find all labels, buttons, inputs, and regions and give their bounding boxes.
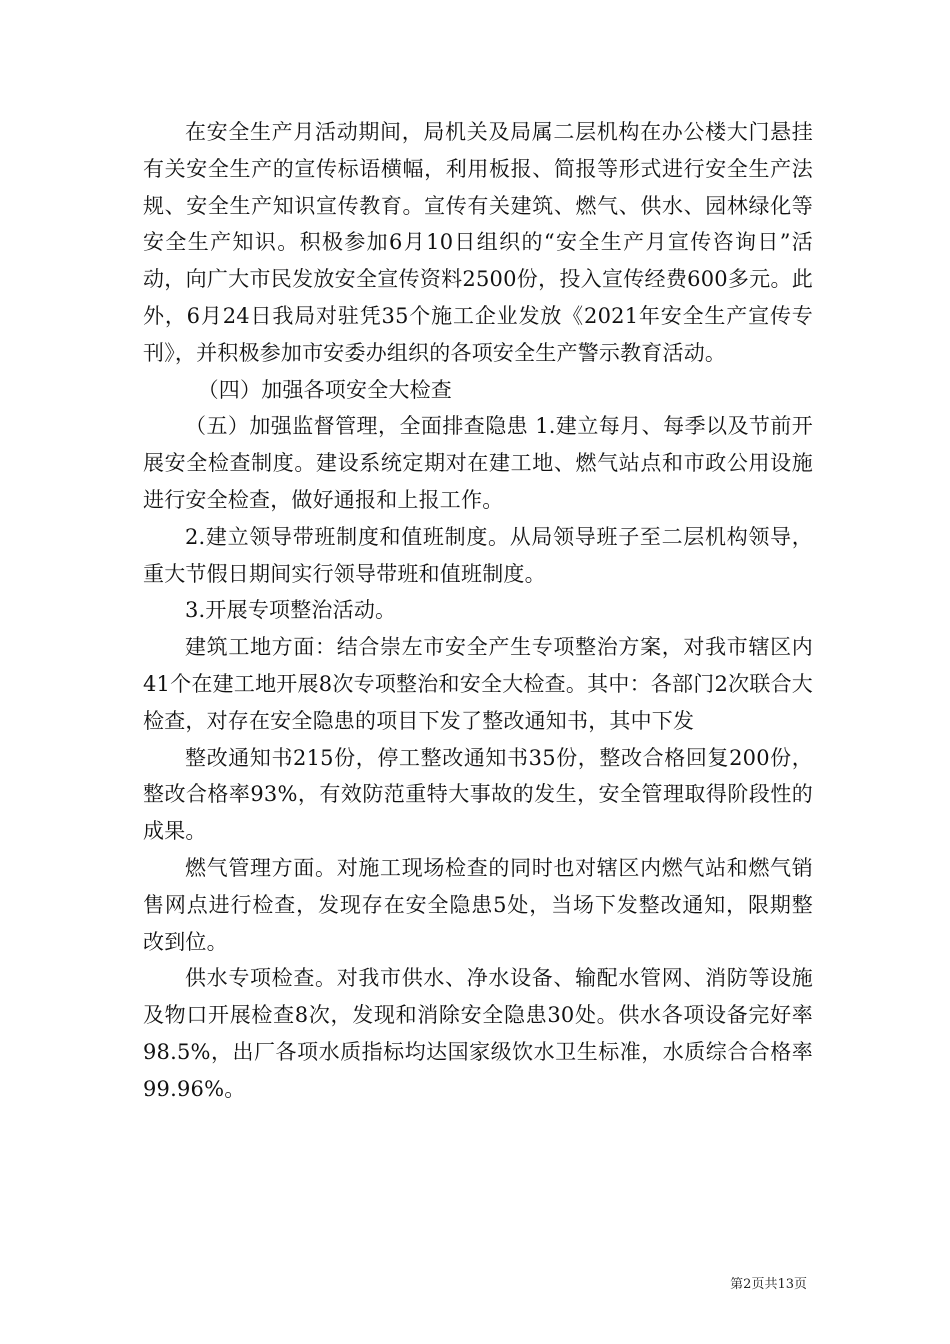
paragraph-special-rectification: 3.开展专项整治活动。 [185, 598, 397, 623]
document-body [143, 114, 813, 1108]
paragraph-safety-month: 在安全生产月活动期间，局机关及局属二层机构在办公楼大门悬挂有关安全生产的宣传标语横幅，利用板报、简报等形式进行安全生产法规、安全生产知识宣传教育。宣传有关建筑、燃气、供水、园林绿化等安全生产知识。积极参加6月10日组织的“安全生产月宣传咨询日”活动，向广大市民发放安全宣传资料2500份，投入宣传经费600多元。此外，6月24日我局对驻凭35个施工企业发放《2021年安全生产宣传专刊》，并积极参加市安委办组织的各项安全生产警示教育活动。 [143, 120, 813, 365]
paragraph-water-supply: 供水专项检查。对我市供水、净水设备、输配水管网、消防等设施及物口开展检查8次，发现和消除安全隐患30处。供水各项设备完好率98.5%，出厂各项水质指标均达国家级饮水卫生标准，水质综合合格率99.96%。 [143, 966, 813, 1101]
paragraph-rectification-notices: 整改通知书215份，停工整改通知书35份，整改合格回复200份，整改合格率93%，有效防范重特大事故的发生，安全管理取得阶段性的成果。 [143, 745, 813, 844]
page-number: 第2页共13页 [730, 1277, 807, 1292]
heading-safety-inspection: （四）加强各项安全大检查 [197, 377, 452, 402]
paragraph-supervision: （五）加强监督管理，全面排查隐患 1.建立每月、每季以及节前开展安全检查制度。建设系统定期对在建工地、燃气站点和市政公用设施进行安全检查，做好通报和上报工作。 [143, 414, 813, 512]
paragraph-gas-management: 燃气管理方面。对施工现场检查的同时也对辖区内燃气站和燃气销售网点进行检查，发现存在安全隐患5处，当场下发整改通知，限期整改到位。 [143, 855, 813, 954]
paragraph-leadership-duty: 2.建立领导带班制度和值班制度。从局领导班子至二层机构领导，重大节假日期间实行领导带班和值班制度。 [143, 524, 813, 586]
paragraph-construction-sites: 建筑工地方面：结合崇左市安全产生专项整治方案，对我市辖区内41个在建工地开展8次专项整治和安全大检查。其中：各部门2次联合大检查，对存在安全隐患的项目下发了整改通知书，其中下发 [143, 635, 813, 733]
